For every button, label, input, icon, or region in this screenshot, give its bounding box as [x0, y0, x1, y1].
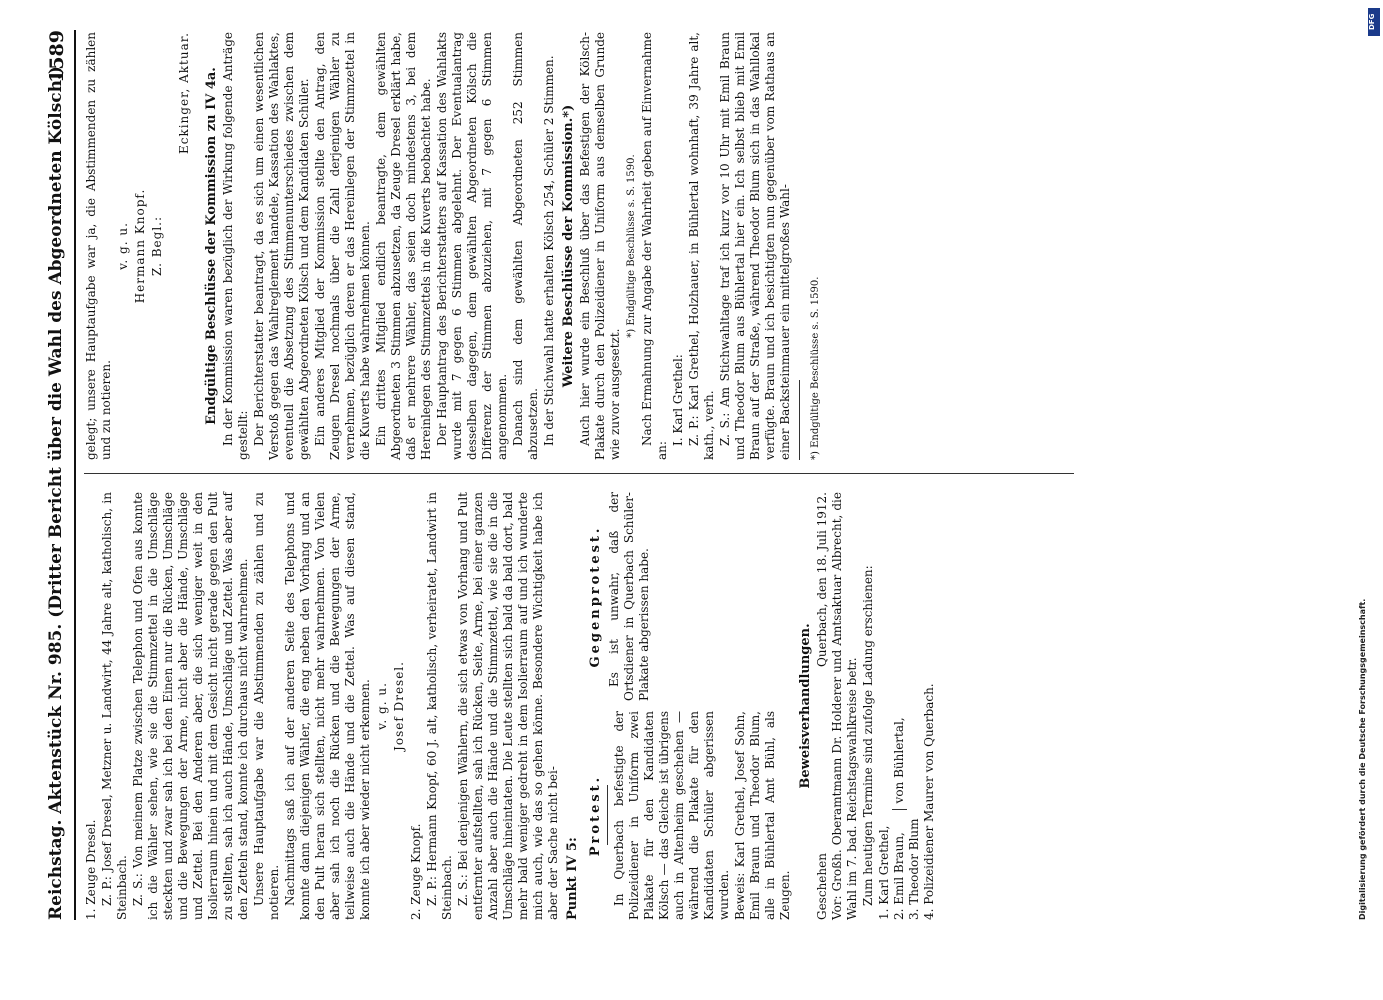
- signature-eckinger: Eckinger, Aktuar.: [177, 32, 191, 155]
- hearing-place-line: [815, 492, 830, 920]
- final-para-5: Der Hauptantrag des Berichterstatters auf Kassation des Wahlakts wurde mit 7 gegen 6 Stimmen abgelehnt. Der Eventualantrag desselben dagegen, dem gewählten Abgeordneten Kölsch die Differenz der Stimmen abzuziehen, mit 7 gegen 6 Stimmen angenommen.: [435, 32, 509, 460]
- witness-list-item: 1. Karl Grethel,: [877, 825, 891, 920]
- signature-dresel: Josef Dresel.: [392, 661, 406, 751]
- signature-knopf: Hermann Knopf.: [133, 188, 147, 304]
- final-resolutions-heading: Endgültige Beschlüsse der Kommission zu IV 4a.: [204, 67, 219, 425]
- further-para-1: Auch hier wurde ein Beschluß über das Befestigen der Kölsch-Plakate durch den Polizeidiener in Uniform aus demselben Grunde wie zuvor ausgesetzt.: [578, 32, 622, 460]
- final-para-7: In der Stichwahl hatte erhalten Kölsch 254, Schüler 2 Stimmen.: [542, 55, 556, 446]
- witness-1-heading: 1. Zeuge Dresel.: [84, 819, 98, 920]
- witness-list-item: 4. Polizeidiener Maurer von Querbach.: [922, 683, 936, 920]
- rotated-page: [40, 30, 1080, 920]
- hearing-witness-statement: Z. S.: Am Stichwahltage traf ich kurz vor 10 Uhr mit Emil Braun und Theodor Blum aus Bühlertal hier ein. Ich selbst blieb mit Emil Braun auf der Straße, während Theodor Blum sich in das Wahllokal verfügte. Braun und ich besichtigten nun gegenüber vom Rathaus an einer Backsteinmauer ein mittelgroßes Wahl-: [718, 32, 792, 460]
- counter-protest-column: [582, 492, 794, 701]
- witness-list-item: 3. Theodor Blum: [907, 818, 921, 920]
- punkt-heading: Punkt IV 5:: [565, 837, 580, 920]
- final-para-6: Danach sind dem gewählten Abgeordneten 252 Stimmen abzusetzen.: [511, 32, 540, 460]
- dfg-logo: DFG: [1368, 8, 1380, 36]
- left-column: [84, 492, 1074, 920]
- appearance-intro: Zum heutigen Termine sind zufolge Ladung erschienen:: [861, 565, 875, 906]
- final-para-4: Ein drittes Mitglied endlich beantragte, dem gewählten Abgeordneten 3 Stimmen abzusetzen, da Zeuge Dresel erklärt habe, daß er mehrere Wähler, das seien doch mindestens 3, bei dem Hereinlegen des Stimmzettels in die Kuverts beobachtet habe.: [374, 32, 433, 460]
- right-column: [84, 32, 1074, 460]
- final-para-2: Der Berichterstatter beantragt, da es sich um einen wesentlichen Verstoß gegen das Wahlreglement handele, Kassation des Wahlaktes, eventuell die Absetzung des Stimmenunterschiedes zwischen dem gewählten Abgeordneten Kölsch und dem Kandidaten Schüler.: [252, 32, 311, 460]
- protest-evidence: Beweis: Karl Grethel, Josef Sohn, Emil Braun und Theodor Blum, alle in Bühlertal Amt Bühl, als Zeugen.: [733, 711, 792, 920]
- counter-protest-heading: Gegenprotest.: [588, 525, 603, 668]
- final-para-3: Ein anderes Mitglied der Kommission stellte den Antrag, den Zeugen Dresel nochmals über die Zahl derjenigen Wähler zu vernehmen, bezüglich deren er das Hereinlegen der Stimmzettel in die Kuverts habe wahrnehmen können.: [313, 32, 372, 460]
- page-header: [40, 30, 76, 920]
- witness-2-person: Z. P.: Hermann Knopf, 60 J. alt, katholisch, verheiratet, Landwirt in Steinbach.: [425, 492, 454, 920]
- knopf-continuation: gelegt; unsere Hauptaufgabe war ja, die Abstimmenden zu zählen und zu notieren.: [84, 32, 113, 460]
- witness-1-para-2: Unsere Hauptaufgabe war die Abstimmenden zu zählen und zu notieren.: [252, 492, 281, 920]
- witness-list-origin: von Bühlertal,: [892, 717, 907, 810]
- geschehen: Geschehen: [815, 853, 829, 920]
- header-title: Reichstag. Aktenstück Nr. 985. (Dritter Bericht über die Wahl des Abgeordneten Kölsch.): [46, 66, 66, 920]
- protest-heading: Protest.: [588, 774, 603, 857]
- further-resolutions-heading: Weitere Beschlüsse der Kommission.*): [561, 104, 576, 388]
- hearing-intro: Nach Ermahnung zur Angabe der Wahrheit geben auf Einvernahme an:: [640, 32, 669, 460]
- witness-1-person: Z. P.: Josef Dresel, Metzner u. Landwirt, 44 Jahre alt, katholisch, in Steinbach.: [100, 492, 129, 920]
- page-number: 1589: [46, 30, 68, 83]
- digitization-credit: Digitalisierung gefördert durch die Deutsche Forschungsgemeinschaft.: [1358, 598, 1367, 920]
- vgu-2: v. g. u.: [116, 222, 130, 270]
- hearing-witness-person: Z. P.: Karl Grethel, Holzhauer, in Bühlertal wohnhaft, 39 Jahre alt, kath., verh.: [687, 32, 716, 460]
- witness-list-item: 2. Emil Braun,: [892, 832, 906, 920]
- witness-1-statement: Z. S.: Von meinem Platze zwischen Telephon und Ofen aus konnte ich die Wähler sehen, wie sie die Stimmzettel in die Umschläge steckten und zwar sah ich bei den Einen nur die Rücken, Umschläge und die Bewegungen der Arme, nicht aber die Hände, Umschläge und Zettel. Bei den Anderen aber, die sich weniger weit in den Isolierraum hinein und mit dem Gesicht nicht gerade gegen den Pult zu stellten, sah ich auch Hände, Umschläge und Zettel. Was aber auf den Zetteln stand, konnte ich durchaus nicht wahrnehmen.: [131, 492, 250, 920]
- footnote-rule: [799, 380, 800, 460]
- witness-1-para-3: Nachmittags saß ich auf der anderen Seite des Telephons und konnte dann diejenigen Wähler, die eng neben den Vorhang und an den Pult heran sich stellten, nicht mehr wahrnehmen. Von Vielen aber sah ich noch die Rücken und die Bewegungen der Arme, teilweise auch die Hände und die Zettel. Was auf diesen stand, konnte ich aber wieder nicht erkennen.: [283, 492, 372, 920]
- final-para-1: In der Kommission waren bezüglich der Wirkung folgende Anträge gestellt:: [221, 32, 250, 460]
- witness-list-names: [877, 818, 922, 920]
- witness-list: [877, 492, 922, 920]
- protest-rule: [607, 786, 608, 846]
- protest-column: [582, 711, 794, 920]
- vgu-1: v. g. u.: [375, 682, 389, 730]
- footnote: *) Endgültige Beschlüsse s. S. 1590.: [810, 276, 821, 460]
- protest-text: In Querbach befestigte der Polizeidiener in Uniform zwei Plakate für den Kandidaten Kölsch — das Gleiche ist übrigens auch in Altenheim geschehen — während die Plakate für den Kandidaten Schüler abgerissen wurden.: [612, 711, 731, 920]
- column-divider: [84, 473, 1074, 474]
- inline-footnote: *) Endgültige Beschlüsse s. S. 1590.: [626, 154, 637, 338]
- place-date: Querbach, den 18. Juli 1912.: [815, 492, 829, 667]
- witness-2-heading: 2. Zeuge Knopf.: [409, 823, 423, 920]
- certified-label: Z. Begl.:: [150, 215, 164, 277]
- protest-columns: [582, 492, 794, 920]
- counter-protest-text: Es ist unwahr, daß der Ortsdiener in Querbach Schüler-Plakate abgerissen habe.: [607, 492, 651, 701]
- witness-2-statement: Z. S.: Bei denjenigen Wählern, die sich etwas von Vorhang und Pult entfernter aufstellten, sah ich Rücken, Seite, Arme, bei einer ganzen Anzahl aber auch die Hände und die Stimmzettel, wie sie die in die Umschläge hineintaten. Die Leute stellten sich bald da bald dort, bald mehr bald weniger gedreht in dem Isolierraum auf und ich wunderte mich auch, wie das so gehen könne. Besondere Wichtigkeit habe ich aber der Sache nicht bei-: [456, 492, 560, 920]
- present-officials: Vor: Großh. Oberamtmann Dr. Holderer und Amtsaktuar Albrecht, die Wahl im 7. bad. Reichstagswahlkreise betr.: [830, 492, 859, 920]
- evidence-hearings-heading: Beweisverhandlungen.: [798, 623, 813, 789]
- hearing-witness-heading: I. Karl Grethel:: [671, 354, 685, 446]
